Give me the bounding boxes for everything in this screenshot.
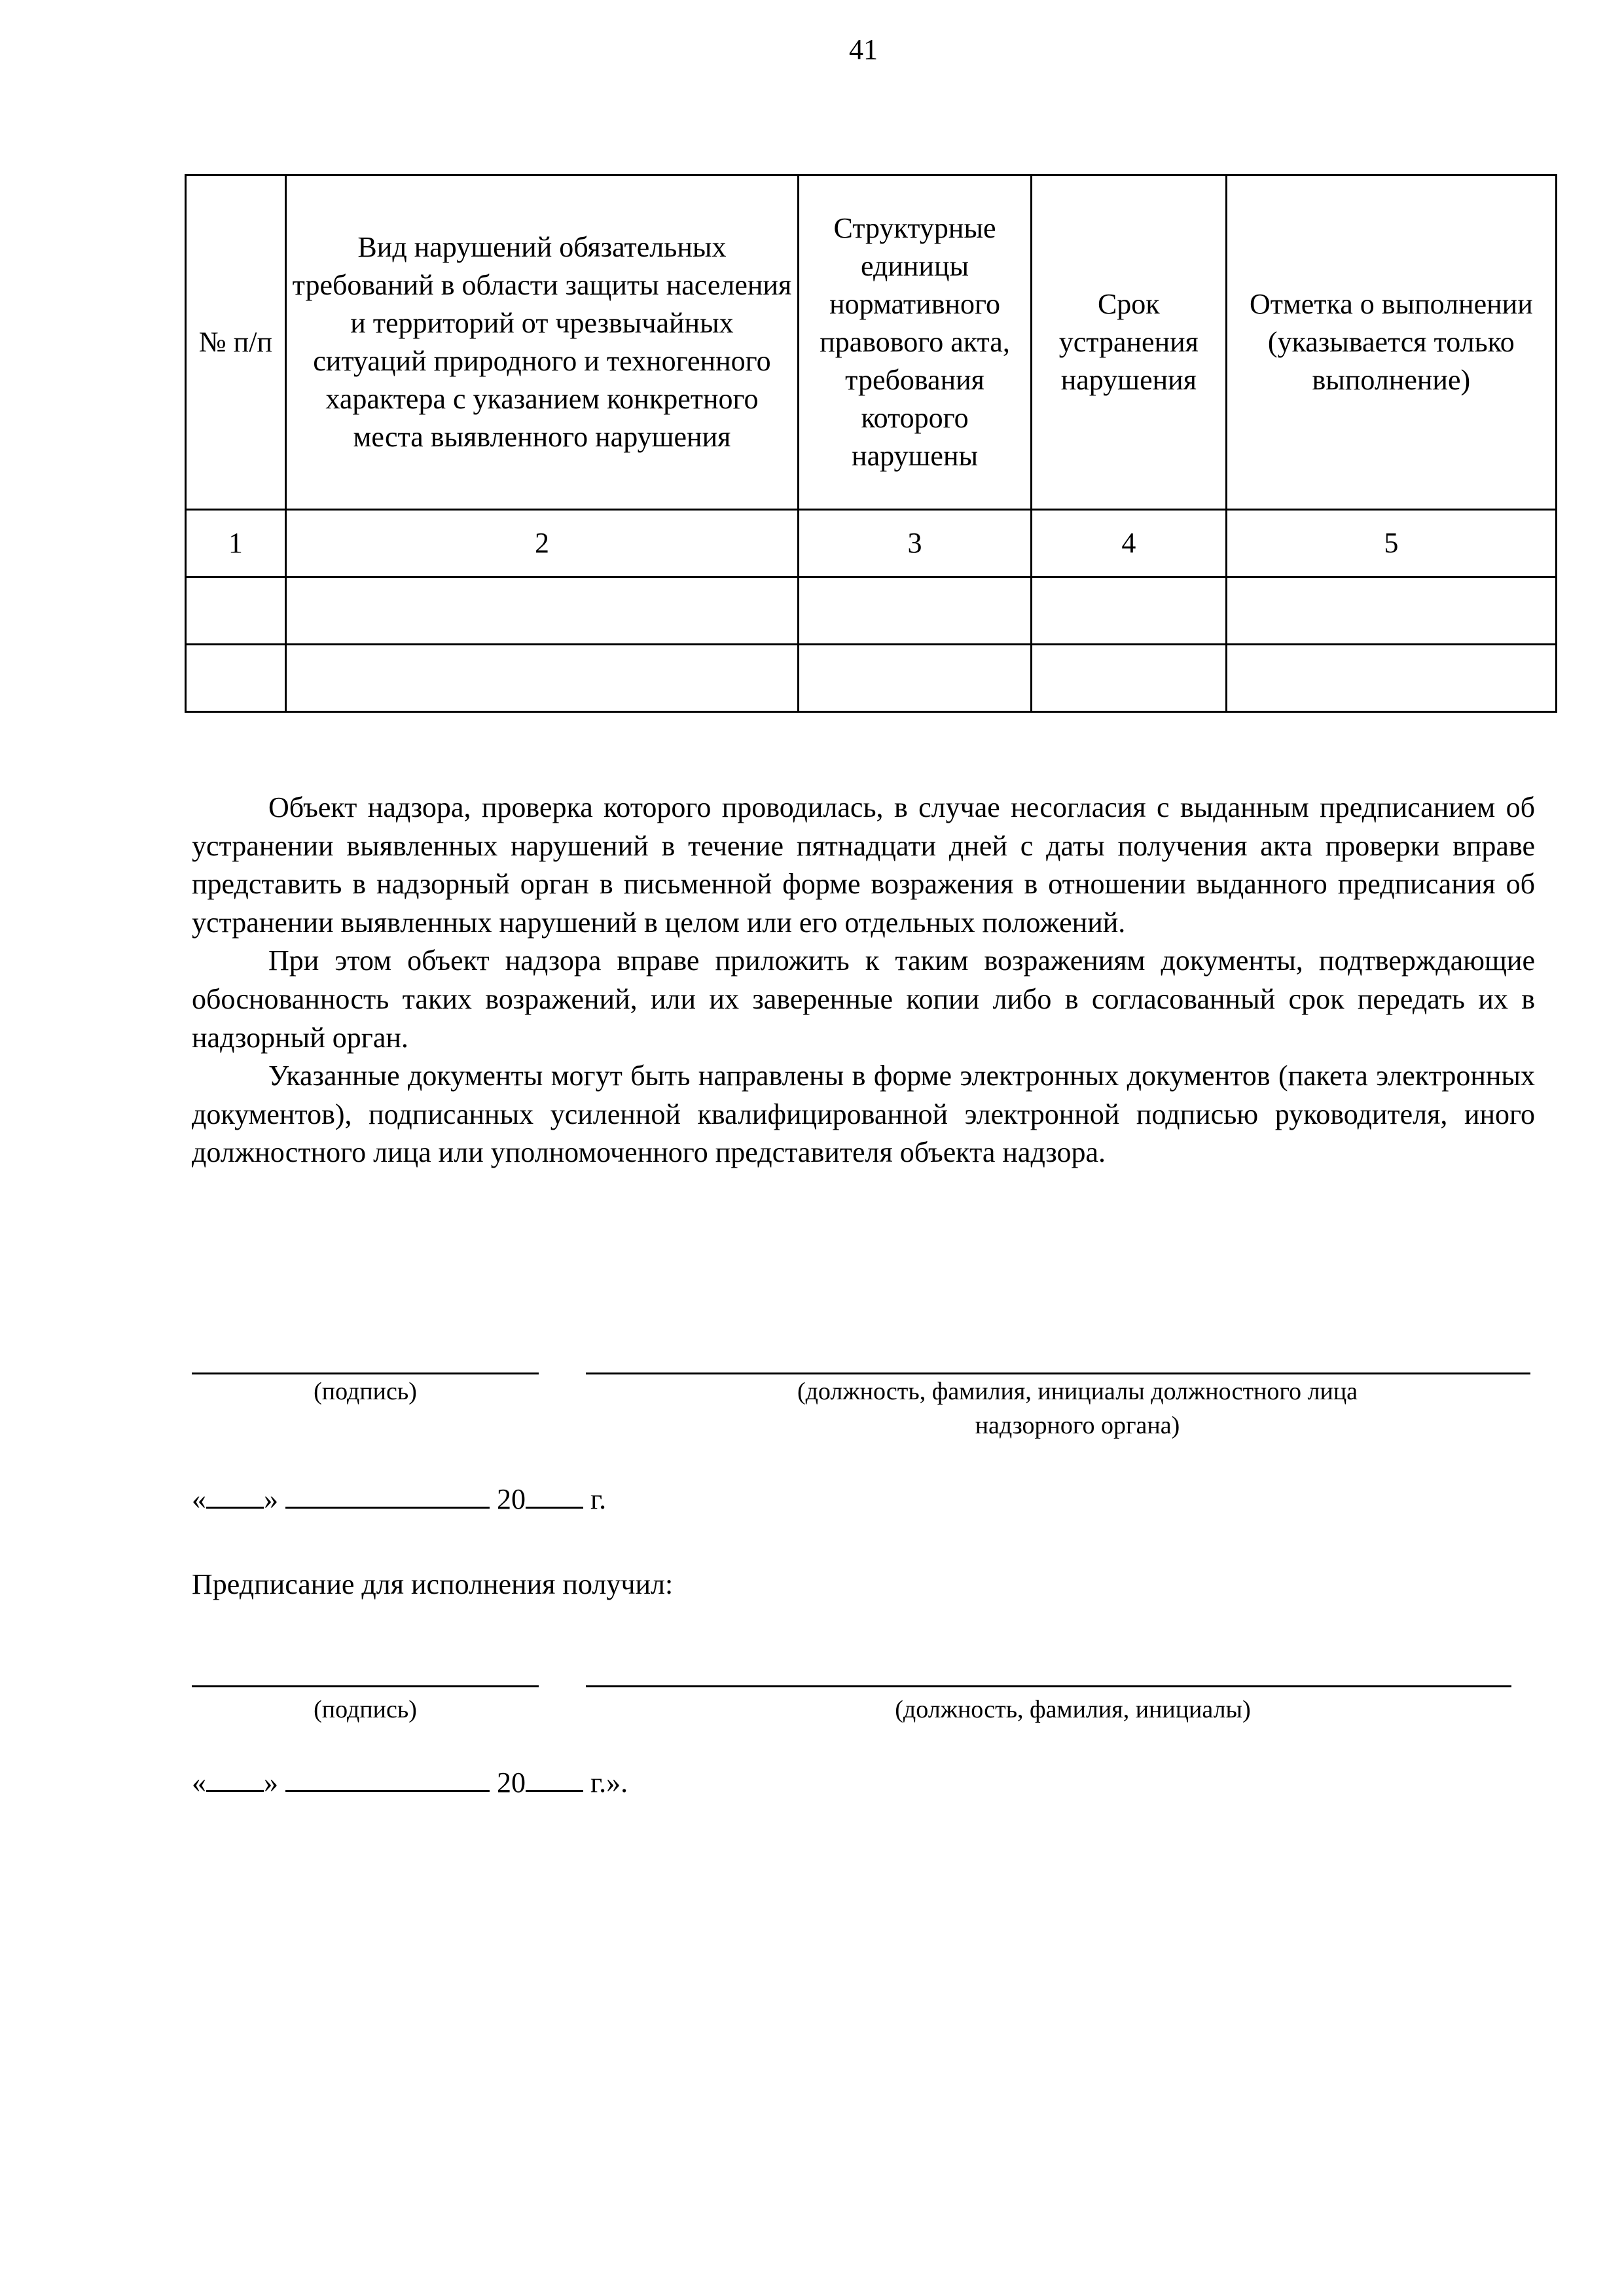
date-open-quote: « bbox=[192, 1767, 206, 1799]
column-number: 5 bbox=[1226, 510, 1556, 577]
header-number: № п/п bbox=[186, 175, 286, 510]
table-header-row bbox=[186, 175, 1557, 510]
column-number: 2 bbox=[285, 510, 798, 577]
received-label: Предписание для исполнения получил: bbox=[192, 1568, 674, 1600]
table-row bbox=[186, 645, 1557, 712]
date-line bbox=[192, 1480, 606, 1518]
date-open-quote: « bbox=[192, 1483, 206, 1515]
table-cell bbox=[799, 577, 1032, 645]
table-cell bbox=[1031, 577, 1226, 645]
header-completion-mark: Отметка о выполнении (указывается только выполнение) bbox=[1226, 175, 1556, 510]
table-cell bbox=[186, 645, 286, 712]
table-cell bbox=[285, 645, 798, 712]
column-number: 3 bbox=[799, 510, 1032, 577]
header-violation-type: Вид нарушений обязательных требований в области защиты населения и территорий от чрезвычайных ситуаций природного и техногенного характера с указанием конкретного места выявленного нарушения bbox=[285, 175, 798, 510]
day-blank bbox=[206, 1764, 264, 1792]
table-cell bbox=[285, 577, 798, 645]
paragraph: При этом объект надзора вправе приложить к таким возражениям документы, подтверждающие обоснованность таких возражений, или их заверенные копии либо в согласованный срок передать их в надзорный орган. bbox=[192, 944, 1535, 1054]
header-structural-units: Структурные единицы нормативного правового акта, требования которого нарушены bbox=[799, 175, 1032, 510]
year-prefix: 20 bbox=[497, 1483, 526, 1515]
paragraph: Объект надзора, проверка которого проводилась, в случае несогласия с выданным предписанием об устранении выявленных нарушений в течение пятнадцати дней с даты получения акта проверки вправе представить в надзорный орган в письменной форме возражения в отношении выданного предписания об устранении выявленных нарушений в целом или его отдельных положений. bbox=[192, 791, 1535, 939]
month-blank bbox=[285, 1764, 490, 1792]
year-prefix: 20 bbox=[497, 1767, 526, 1799]
column-number: 4 bbox=[1031, 510, 1226, 577]
table-cell bbox=[799, 645, 1032, 712]
column-number: 1 bbox=[186, 510, 286, 577]
page-number: 41 bbox=[849, 33, 878, 65]
signature-label: (подпись) bbox=[314, 1378, 417, 1405]
date-line bbox=[192, 1764, 628, 1802]
table-cell bbox=[1226, 645, 1556, 712]
signature-line bbox=[192, 1685, 539, 1687]
table-cell bbox=[1031, 645, 1226, 712]
body-text bbox=[192, 789, 1535, 1172]
year-blank bbox=[526, 1480, 583, 1509]
table-cell bbox=[186, 577, 286, 645]
official-label: (должность, фамилия, инициалы) bbox=[895, 1696, 1251, 1723]
official-label-line: (должность, фамилия, инициалы должностного лица bbox=[797, 1378, 1358, 1405]
table-cell bbox=[1226, 577, 1556, 645]
year-blank bbox=[526, 1764, 583, 1792]
day-blank bbox=[206, 1480, 264, 1509]
date-close-quote: » bbox=[264, 1483, 278, 1515]
signature-label: (подпись) bbox=[314, 1696, 417, 1723]
date-close-quote: » bbox=[264, 1767, 278, 1799]
violations-table bbox=[185, 174, 1557, 713]
official-line bbox=[586, 1685, 1511, 1687]
official-label-line: надзорного органа) bbox=[975, 1412, 1180, 1439]
column-number-row bbox=[186, 510, 1557, 577]
paragraph: Указанные документы могут быть направлены в форме электронных документов (пакета электронных документов), подписанных усиленной квалифицированной электронной подписью руководителя, иного должностного лица или уполномоченного представителя объекта надзора. bbox=[192, 1060, 1535, 1169]
year-suffix: г.». bbox=[590, 1767, 628, 1799]
year-suffix: г. bbox=[590, 1483, 607, 1515]
official-label bbox=[586, 1374, 1569, 1443]
table-row bbox=[186, 577, 1557, 645]
month-blank bbox=[285, 1480, 490, 1509]
header-deadline: Срок устранения нарушения bbox=[1031, 175, 1226, 510]
